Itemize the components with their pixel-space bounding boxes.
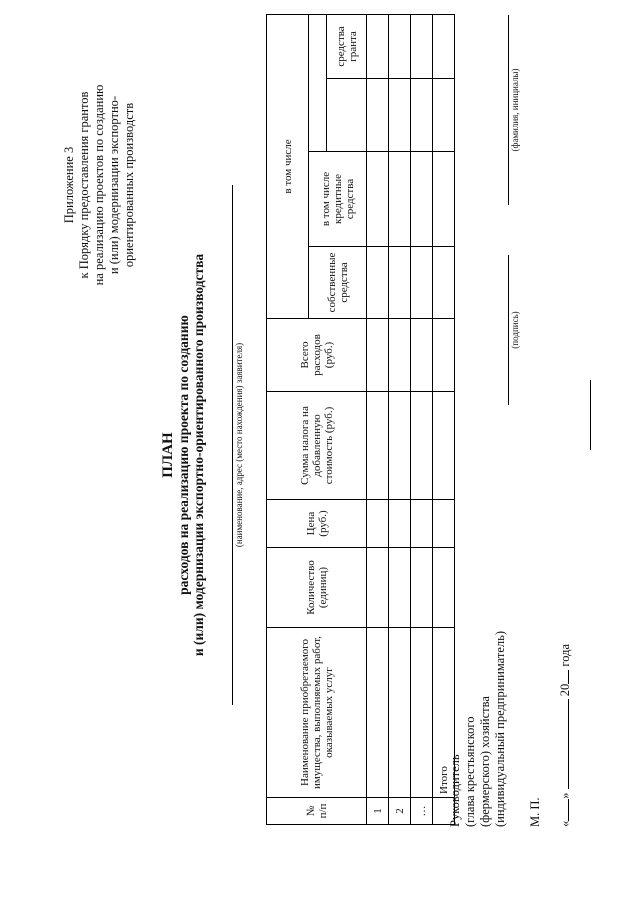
stamp-placeholder: М. П. xyxy=(528,797,542,827)
col-header-incl: в том числе xyxy=(267,14,309,318)
date-line xyxy=(558,644,573,827)
col-header-incl2: в том числе кредитные средства xyxy=(309,152,367,247)
date-year-word: года xyxy=(558,644,572,667)
doc-subtitle-1: расходов на реализацию проекта по созданию xyxy=(176,315,191,595)
col-header-vat: Сумма налога на добавленную стоимость (руб.) xyxy=(267,392,367,500)
expense-table xyxy=(266,14,455,825)
signature-caption: (подпись) xyxy=(510,311,520,349)
col-header-own: собственные средства xyxy=(309,247,367,319)
signature-line xyxy=(508,255,509,405)
appendix-line: ориентированных производств xyxy=(122,102,136,268)
appendix-block xyxy=(62,65,137,305)
name-line xyxy=(508,15,509,205)
sign-line: (индивидуальный предприниматель) xyxy=(493,631,507,827)
appendix-line: Приложение 3 xyxy=(62,146,76,224)
day-blank xyxy=(568,799,569,821)
doc-subtitle-2: и (или) модернизации экспортно-ориентированного производства xyxy=(191,253,206,657)
separator-line xyxy=(590,380,591,450)
year-blank xyxy=(568,670,569,684)
table-row xyxy=(367,14,389,824)
total-label: Итого xyxy=(433,628,455,798)
table-row xyxy=(411,14,433,824)
doc-title: ПЛАН xyxy=(160,432,176,478)
appendix-line: к Порядку предоставления грантов xyxy=(77,91,91,279)
applicant-hint: (наименование, адрес (место нахождения) заявителя) xyxy=(234,342,244,548)
row-num: … xyxy=(411,798,433,825)
col-header-qty: Количество (единиц) xyxy=(267,548,367,628)
col-header-grant: средства гранта xyxy=(327,14,367,78)
title-block xyxy=(160,195,206,715)
appendix-line: и (или) модернизации экспортно- xyxy=(107,95,121,275)
sign-line: (фермерского) хозяйства xyxy=(478,696,492,827)
month-blank xyxy=(568,699,569,789)
sign-line: Руководитель xyxy=(448,754,462,827)
row-num: 1 xyxy=(367,798,389,825)
col-header-num: № п/п xyxy=(267,798,367,825)
appendix-line: на реализацию проектов по созданию xyxy=(92,84,106,286)
col-header-empty xyxy=(327,79,367,152)
date-quote-close: » xyxy=(558,792,572,799)
table-row xyxy=(389,14,411,824)
name-caption: (фамилия, инициалы) xyxy=(510,68,520,152)
sign-line: (глава крестьянского xyxy=(463,716,477,827)
col-header-price: Цена (руб.) xyxy=(267,500,367,548)
col-header-total: Всего расходов (руб.) xyxy=(267,319,367,392)
date-century: 20 xyxy=(558,683,572,697)
col-header-name: Наименование приобретаемого имущества, выполняемых работ, оказываемых услуг xyxy=(267,628,367,798)
applicant-field-line xyxy=(232,185,233,705)
signature-block xyxy=(448,367,508,827)
date-quote-open: « xyxy=(558,820,572,827)
row-num: 2 xyxy=(389,798,411,825)
col-header-credit-group xyxy=(309,14,327,151)
